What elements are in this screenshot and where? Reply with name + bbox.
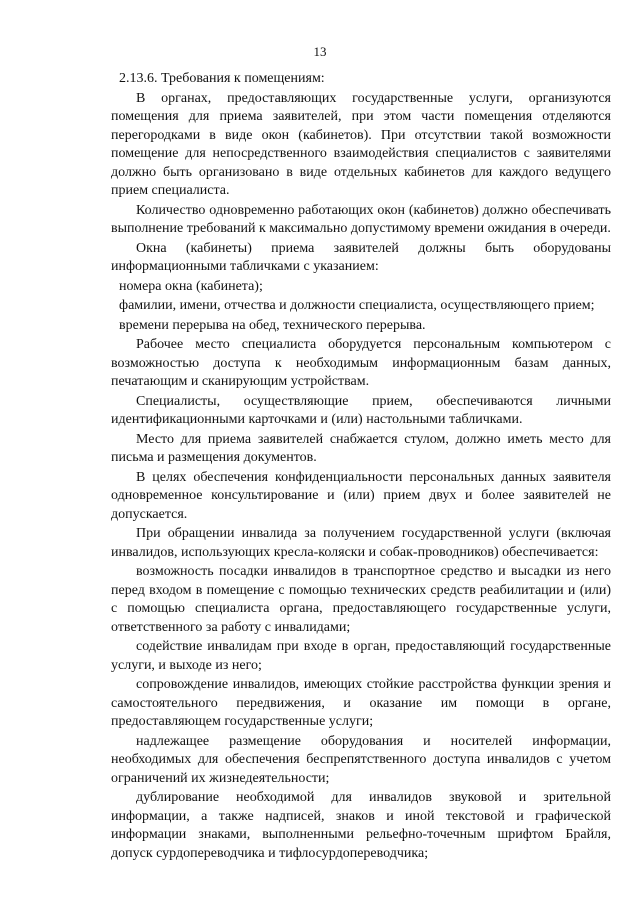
list-item-entry-assistance: содействие инвалидам при входе в орган, предоставляющий государственные услуги, и выходе из него; (111, 639, 611, 673)
paragraph-workplace: Рабочее место специалиста оборудуется персональным компьютером с возможностью доступа к необходимым информационным базам данных, печатающим и сканирующим устройствам. (111, 337, 611, 389)
paragraph-info-plates: Окна (кабинеты) приема заявителей должны быть оборудованы информационными табличками с указанием: (111, 240, 611, 274)
paragraph-windows-count: Количество одновременно работающих окон (кабинетов) должно обеспечивать выполнение требований к максимально допустимому времени ожидания в очереди. (111, 202, 611, 236)
list-item-break-time: времени перерыва на обед, технического перерыва. (119, 317, 426, 333)
list-item-window-number: номера окна (кабинета); (119, 278, 263, 294)
list-item-equipment-placement: надлежащее размещение оборудования и носителей информации, необходимых для обеспечения беспрепятственного доступа инвалидов с учетом ограничений их жизнедеятельности; (111, 733, 611, 786)
section-heading: 2.13.6. Требования к помещениям: (119, 71, 325, 86)
list-item-escort: сопровождение инвалидов, имеющих стойкие расстройства функции зрения и самостоятельного передвижения, и оказание им помощи в органе, предоставляющем государственные услуги; (111, 677, 611, 729)
list-item-specialist-name: фамилии, имени, отчества и должности специалиста, осуществляющего прием; (119, 298, 595, 313)
paragraph-id-cards: Специалисты, осуществляющие прием, обеспечиваются личными идентификационными карточками и (или) настольными табличками. (111, 393, 611, 427)
document-body (111, 70, 611, 864)
list-item-transport: возможность посадки инвалидов в транспортное средство и высадки из него перед входом в помещение с помощью технических средств реабилитации и (или) с помощью специалиста органа, предоставляющего государственные услуги, ответственного за работу с инвалидами; (111, 564, 611, 635)
paragraph-confidentiality: В целях обеспечения конфиденциальности персональных данных заявителя одновременное консультирование и (или) прием двух и более заявителей не допускается. (111, 469, 611, 522)
paragraph-premises: В органах, предоставляющих государственные услуги, организуются помещения для приема заявителей, при этом части помещения отделяются перегородками в виде окон (кабинетов). При отсутствии такой возможности помещение для непосредственного взаимодействия специалистов с заявителями должно быть организовано в виде отдельных кабинетов для каждого ведущего прием специалиста. (111, 90, 611, 198)
page-number: 13 (313, 44, 327, 59)
paragraph-disabled-access: При обращении инвалида за получением государственной услуги (включая инвалидов, использующих кресла-коляски и собак-проводников) обеспечивается: (111, 526, 611, 560)
list-item-braille-duplication: дублирование необходимой для инвалидов звуковой и зрительной информации, а также надписей, знаков и иной текстовой и графической информации знаками, выполненными рельефно-точечным шрифтом Брайля, допуск сурдопереводчика и тифлосурдопереводчика; (111, 790, 611, 861)
paragraph-seating: Место для приема заявителей снабжается стулом, должно иметь место для письма и размещения документов. (111, 431, 611, 465)
